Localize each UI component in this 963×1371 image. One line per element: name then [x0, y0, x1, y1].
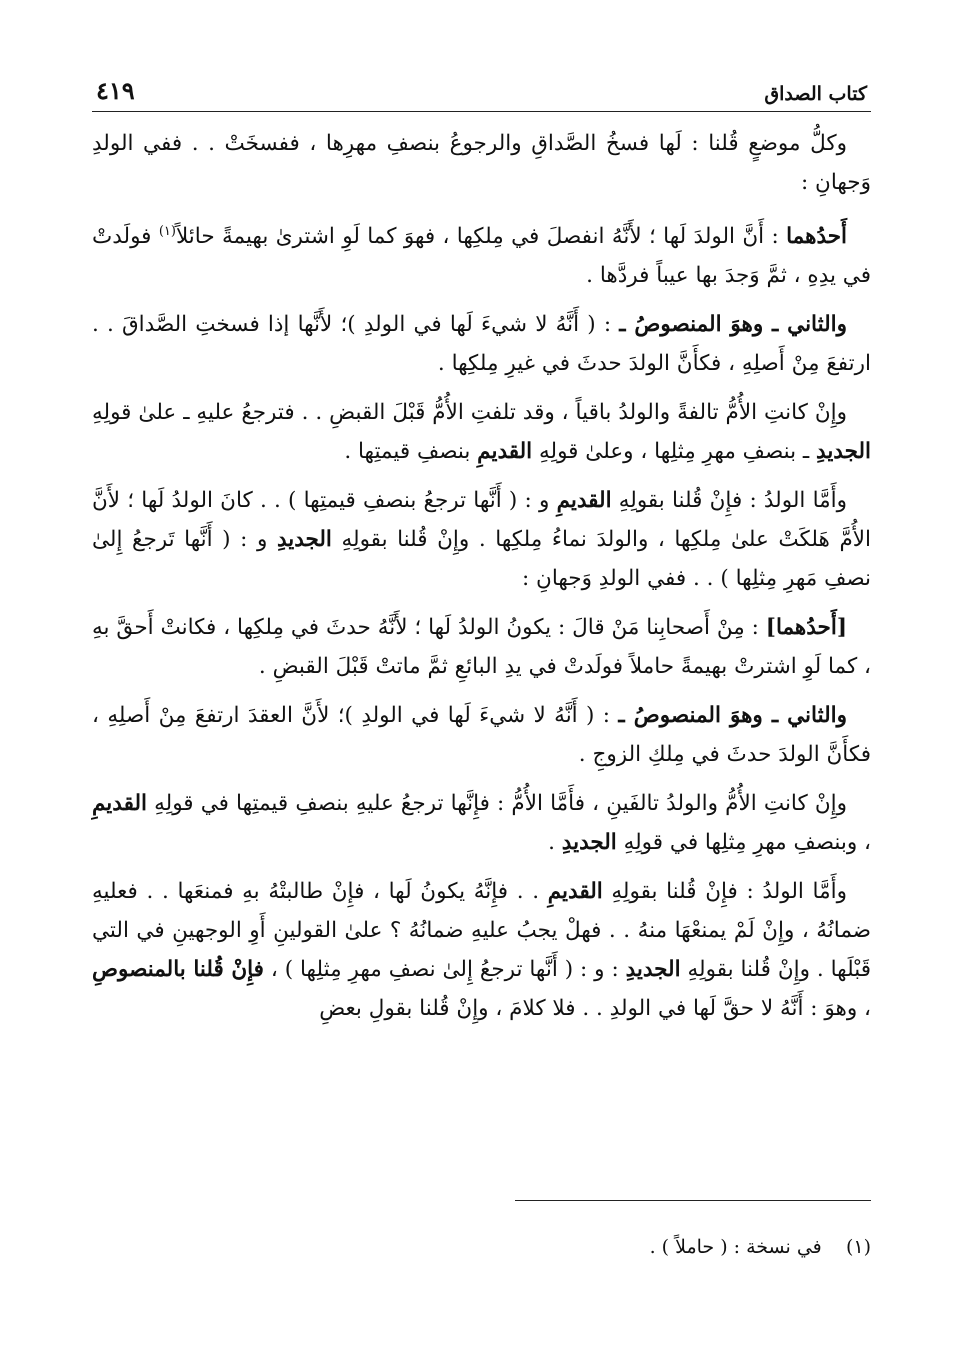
paragraph-text: بنصفِ قيمتِها .: [344, 439, 478, 465]
paragraph: [92, 696, 871, 774]
paragraph: [92, 481, 871, 598]
bold-term: الجديدِ: [561, 830, 617, 856]
paragraph-text: وإِنْ كانتِ الأُمُّ تالفةً والولدُ باقياً ، وقد تلفتِ الأُمُّ قَبْلَ القبضِ . . فترجعُ عليهِ ـ علىٰ قولِهِ: [92, 400, 847, 426]
paragraph-text: و : ( أَنَّها ترجعُ بنصفِ قيمتِها ) . . كانَ الولدُ لَها ؛ لأَنَّ الأُمَّ هَلكَتْ علىٰ مِلكِها ، والولدَ نماءُ مِلكِها . وإِنْ قُلنا بقولِهِ: [92, 488, 872, 553]
paragraph: [92, 872, 871, 1028]
paragraph: [92, 784, 871, 862]
paragraph: [92, 305, 871, 383]
bold-term: الجديدِ: [816, 439, 871, 465]
paragraph: [92, 393, 871, 471]
bold-term: أَحدُهما: [786, 224, 847, 250]
paragraph: [92, 212, 871, 295]
paragraph-text: : و : ( أَنَّها ترجعُ إِلىٰ نصفِ مهرِ مِثلِها ) ،: [263, 957, 626, 983]
bold-term: القديمِ: [556, 488, 612, 514]
bold-term: الجديدِ: [625, 957, 681, 983]
paragraph-text: ، وبنصفِ مهرِ مِثلِها في قولِهِ: [616, 830, 871, 856]
body-text: [92, 124, 871, 1038]
paragraph-text: : ( أَنَّهُ لا شيءَ لَها في الولدِ )؛ لأَنَّها إذا فسختِ الصَّداقَ . . ارتفعَ مِنْ أَصلِهِ ، فكأَنَّ الولدَ حدثَ في غيرِ مِلكِها .: [92, 312, 871, 377]
paragraph-text: . . فإِنَّهُ يكونُ لَها ، فإِنْ طالبتْهُ بهِ فمنعَها . . فعليهِ ضمانُهُ ، وإِنْ لَمْ يمنعْهَا منهُ . . فهلْ يجبُ عليهِ ضمانُهُ ؟ علىٰ القولينِ أَوِ الوجهينِ في التي قَبْلَها . وإِنْ قُلنا بقولِهِ: [92, 879, 871, 983]
paragraph-text: : أَنَّ الولدَ لَها ؛ لأَنَّهُ انفصلَ في مِلكِها ، فهوَ كما لَوِ اشترىٰ بهيمةً حائلاً: [175, 224, 787, 250]
paragraph-text: و : ( أَنَّها تَرجعُ إِلىٰ نصفِ مَهرِ مِثلِها ) . . ففي الولدِ وَجهانِ :: [92, 527, 871, 592]
footnote-divider: [515, 1200, 871, 1201]
bold-term: [أَحدُهما]: [765, 615, 847, 641]
paragraph-text: وأَمَّا الولدُ : فإِنْ قُلنا بقولِهِ: [611, 488, 847, 514]
paragraph-text: .: [548, 830, 562, 856]
paragraph-text: وكلُّ موضعٍ قُلنا : لَها فسخُ الصَّداقِ والرجوعُ بنصفِ مهرِها ، ففسخَتْ . . ففي الولدِ وَجهانِ :: [92, 131, 871, 195]
footnote-text: في نسخة : ( حاملاً ) .: [649, 1236, 822, 1258]
bold-term: القديمِ: [92, 791, 147, 817]
paragraph: [92, 124, 871, 202]
footnote-reference: (١): [158, 224, 176, 239]
footnote-marker: (١): [845, 1236, 871, 1258]
paragraph-text: ، وهوَ : أَنَّهُ لا حقَّ لَها في الولدِ . . فلا كلامَ ، وإِنْ قُلنا بقولِ بعضِ: [319, 996, 871, 1022]
paragraph-text: وإِنْ كانتِ الأُمُّ والولدُ تالفَينِ ، فأَمَّا الأُمُّ : فإِنَّها ترجعُ عليهِ بنصفِ قيمتِها في قولِهِ: [146, 791, 847, 817]
running-title: كتاب الصداق: [764, 83, 867, 105]
bold-term: القديمِ: [547, 879, 603, 905]
bold-term: والثاني ـ وهوَ المنصوصُ ـ: [619, 312, 847, 338]
paragraph-text: وأَمَّا الولدُ : فإِنْ قُلنا بقولِهِ: [602, 879, 847, 905]
paragraph: [92, 608, 871, 686]
paragraph-text: : ( أَنَّهُ لا شيءَ لَها في الولدِ )؛ لأَنَّ العقدَ ارتفعَ مِنْ أَصلِهِ ، فكأَنَّ الولدَ حدثَ في مِلكِ الزوجِ .: [92, 703, 871, 768]
paragraph-text: ـ بنصفِ مهرِ مِثلِها ، وعلىٰ قولِهِ: [532, 439, 817, 465]
bold-term: القديمِ: [477, 439, 533, 465]
footnote: [92, 1232, 871, 1262]
paragraph-text: فولَدتْ في يدِهِ ، ثمَّ وَجدَ بها عيباً فردَّها .: [92, 224, 871, 289]
bold-term: والثاني ـ وهوَ المنصوصُ ـ: [618, 703, 847, 729]
paragraph-text: : مِنْ أَصحابِنا مَنْ قالَ : يكونُ الولدُ لَها ؛ لأَنَّهُ حدثَ في مِلكِها ، فكانتْ أَحقَّ بهِ ، كما لَوِ اشترتْ بهيمةً حاملاً فولَدتْ في يدِ البائعِ ثمَّ ماتتْ قَبْلَ القبضِ .: [92, 615, 871, 680]
page-number: ٤١٩: [96, 76, 135, 105]
bold-term: فإِنْ قُلنا بالمنصوصِ: [92, 957, 264, 983]
bold-term: الجديدِ: [276, 527, 332, 553]
page-header: [92, 68, 871, 112]
